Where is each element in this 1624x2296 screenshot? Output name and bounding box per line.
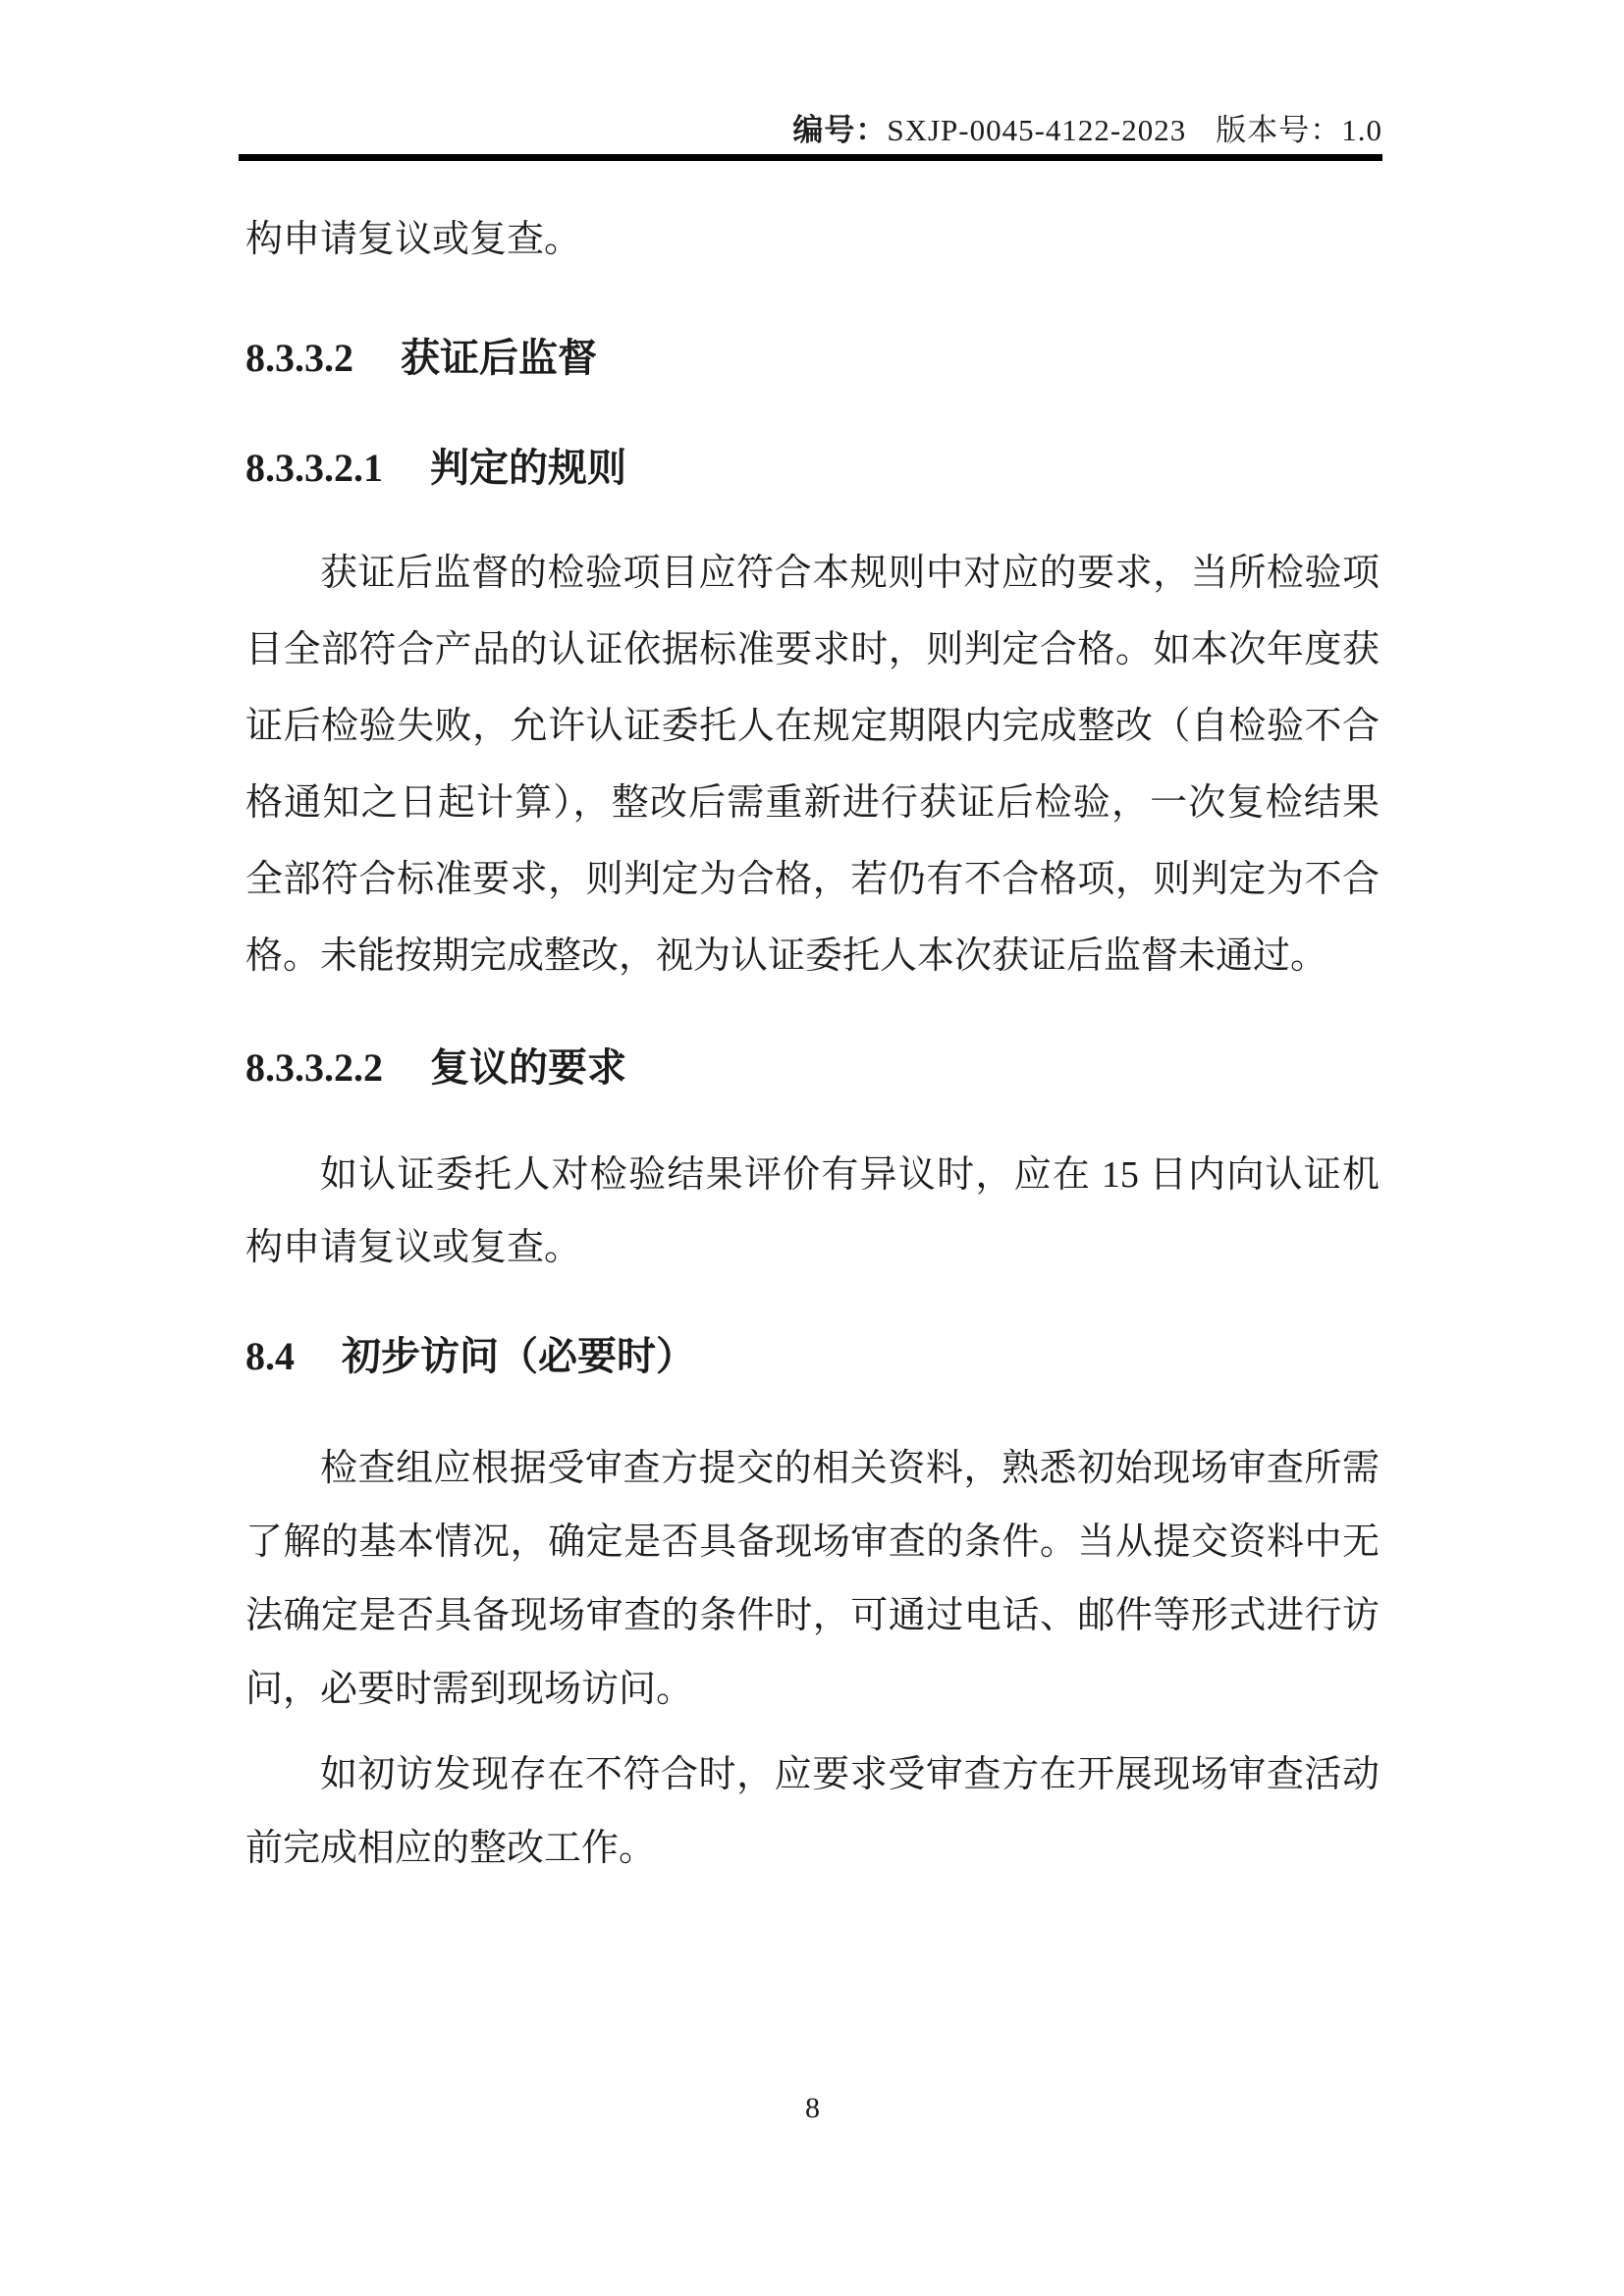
heading-title: 判定的规则: [430, 446, 626, 490]
heading-title: 获证后监督: [401, 336, 597, 380]
heading-8-3-3-2-2: [245, 1045, 1380, 1091]
page-header: [0, 112, 1382, 149]
text-line: 了解的基本情况，确定是否具备现场审查的条件。当从提交资料中无: [245, 1522, 1380, 1563]
heading-number: 8.3.3.2.2: [245, 1045, 383, 1090]
text-line: 如初访发现存在不符合时，应要求受审查方在开展现场审查活动: [320, 1754, 1380, 1795]
text-line: 问，必要时需到现场访问。: [245, 1669, 694, 1710]
doc-number-value: SXJP-0045-4122-2023: [887, 113, 1187, 147]
heading-8-3-3-2-1: [245, 446, 1380, 491]
text-line: 格。未能按期完成整改，视为认证委托人本次获证后监督未通过。: [245, 935, 1328, 977]
heading-title: 复议的要求: [430, 1045, 626, 1090]
paragraph-preliminary-visit: [245, 1432, 1380, 1727]
text-line: 构申请复议或复查。: [245, 219, 582, 260]
heading-number: 8.4: [245, 1334, 295, 1378]
text-line: 全部符合标准要求，则判定为合格，若仍有不合格项，则判定为不合: [245, 859, 1380, 900]
heading-number: 8.3.3.2.1: [245, 446, 383, 490]
text-line: 构申请复议或复查。: [245, 1227, 582, 1268]
paragraph-rectification: [245, 1738, 1380, 1886]
heading-8-3-3-2: [245, 336, 1380, 381]
heading-number: 8.3.3.2: [245, 336, 353, 380]
text-line: 前完成相应的整改工作。: [245, 1828, 657, 1869]
text-line: 获证后监督的检验项目应符合本规则中对应的要求，当所检验项: [320, 553, 1380, 594]
paragraph-judgment-rules: [245, 535, 1380, 994]
text-line: 证后检验失败，允许认证委托人在规定期限内完成整改（自检验不合: [245, 706, 1380, 747]
text-line: 格通知之日起计算），整改后需重新进行获证后检验，一次复检结果: [245, 782, 1380, 824]
carryover-paragraph: [245, 217, 1380, 262]
text-line: 如认证委托人对检验结果评价有异议时，应在 15 日内向认证机: [320, 1154, 1380, 1196]
version-label: 版本号：: [1216, 113, 1342, 147]
heading-8-4: [245, 1334, 1380, 1379]
heading-title: 初步访问（必要时）: [342, 1334, 695, 1378]
page-number: 8: [805, 2092, 820, 2124]
text-line: 检查组应根据受审查方提交的相关资料，熟悉初始现场审查所需: [320, 1448, 1380, 1489]
text-line: 法确定是否具备现场审查的条件时，可通过电话、邮件等形式进行访: [245, 1595, 1380, 1636]
header-rule: [239, 154, 1382, 161]
paragraph-review-request: [245, 1139, 1380, 1284]
doc-number-label: 编号：: [792, 113, 888, 147]
text-line: 目全部符合产品的认证依据标准要求时，则判定合格。如本次年度获: [245, 629, 1380, 670]
version-value: 1.0: [1341, 113, 1382, 147]
